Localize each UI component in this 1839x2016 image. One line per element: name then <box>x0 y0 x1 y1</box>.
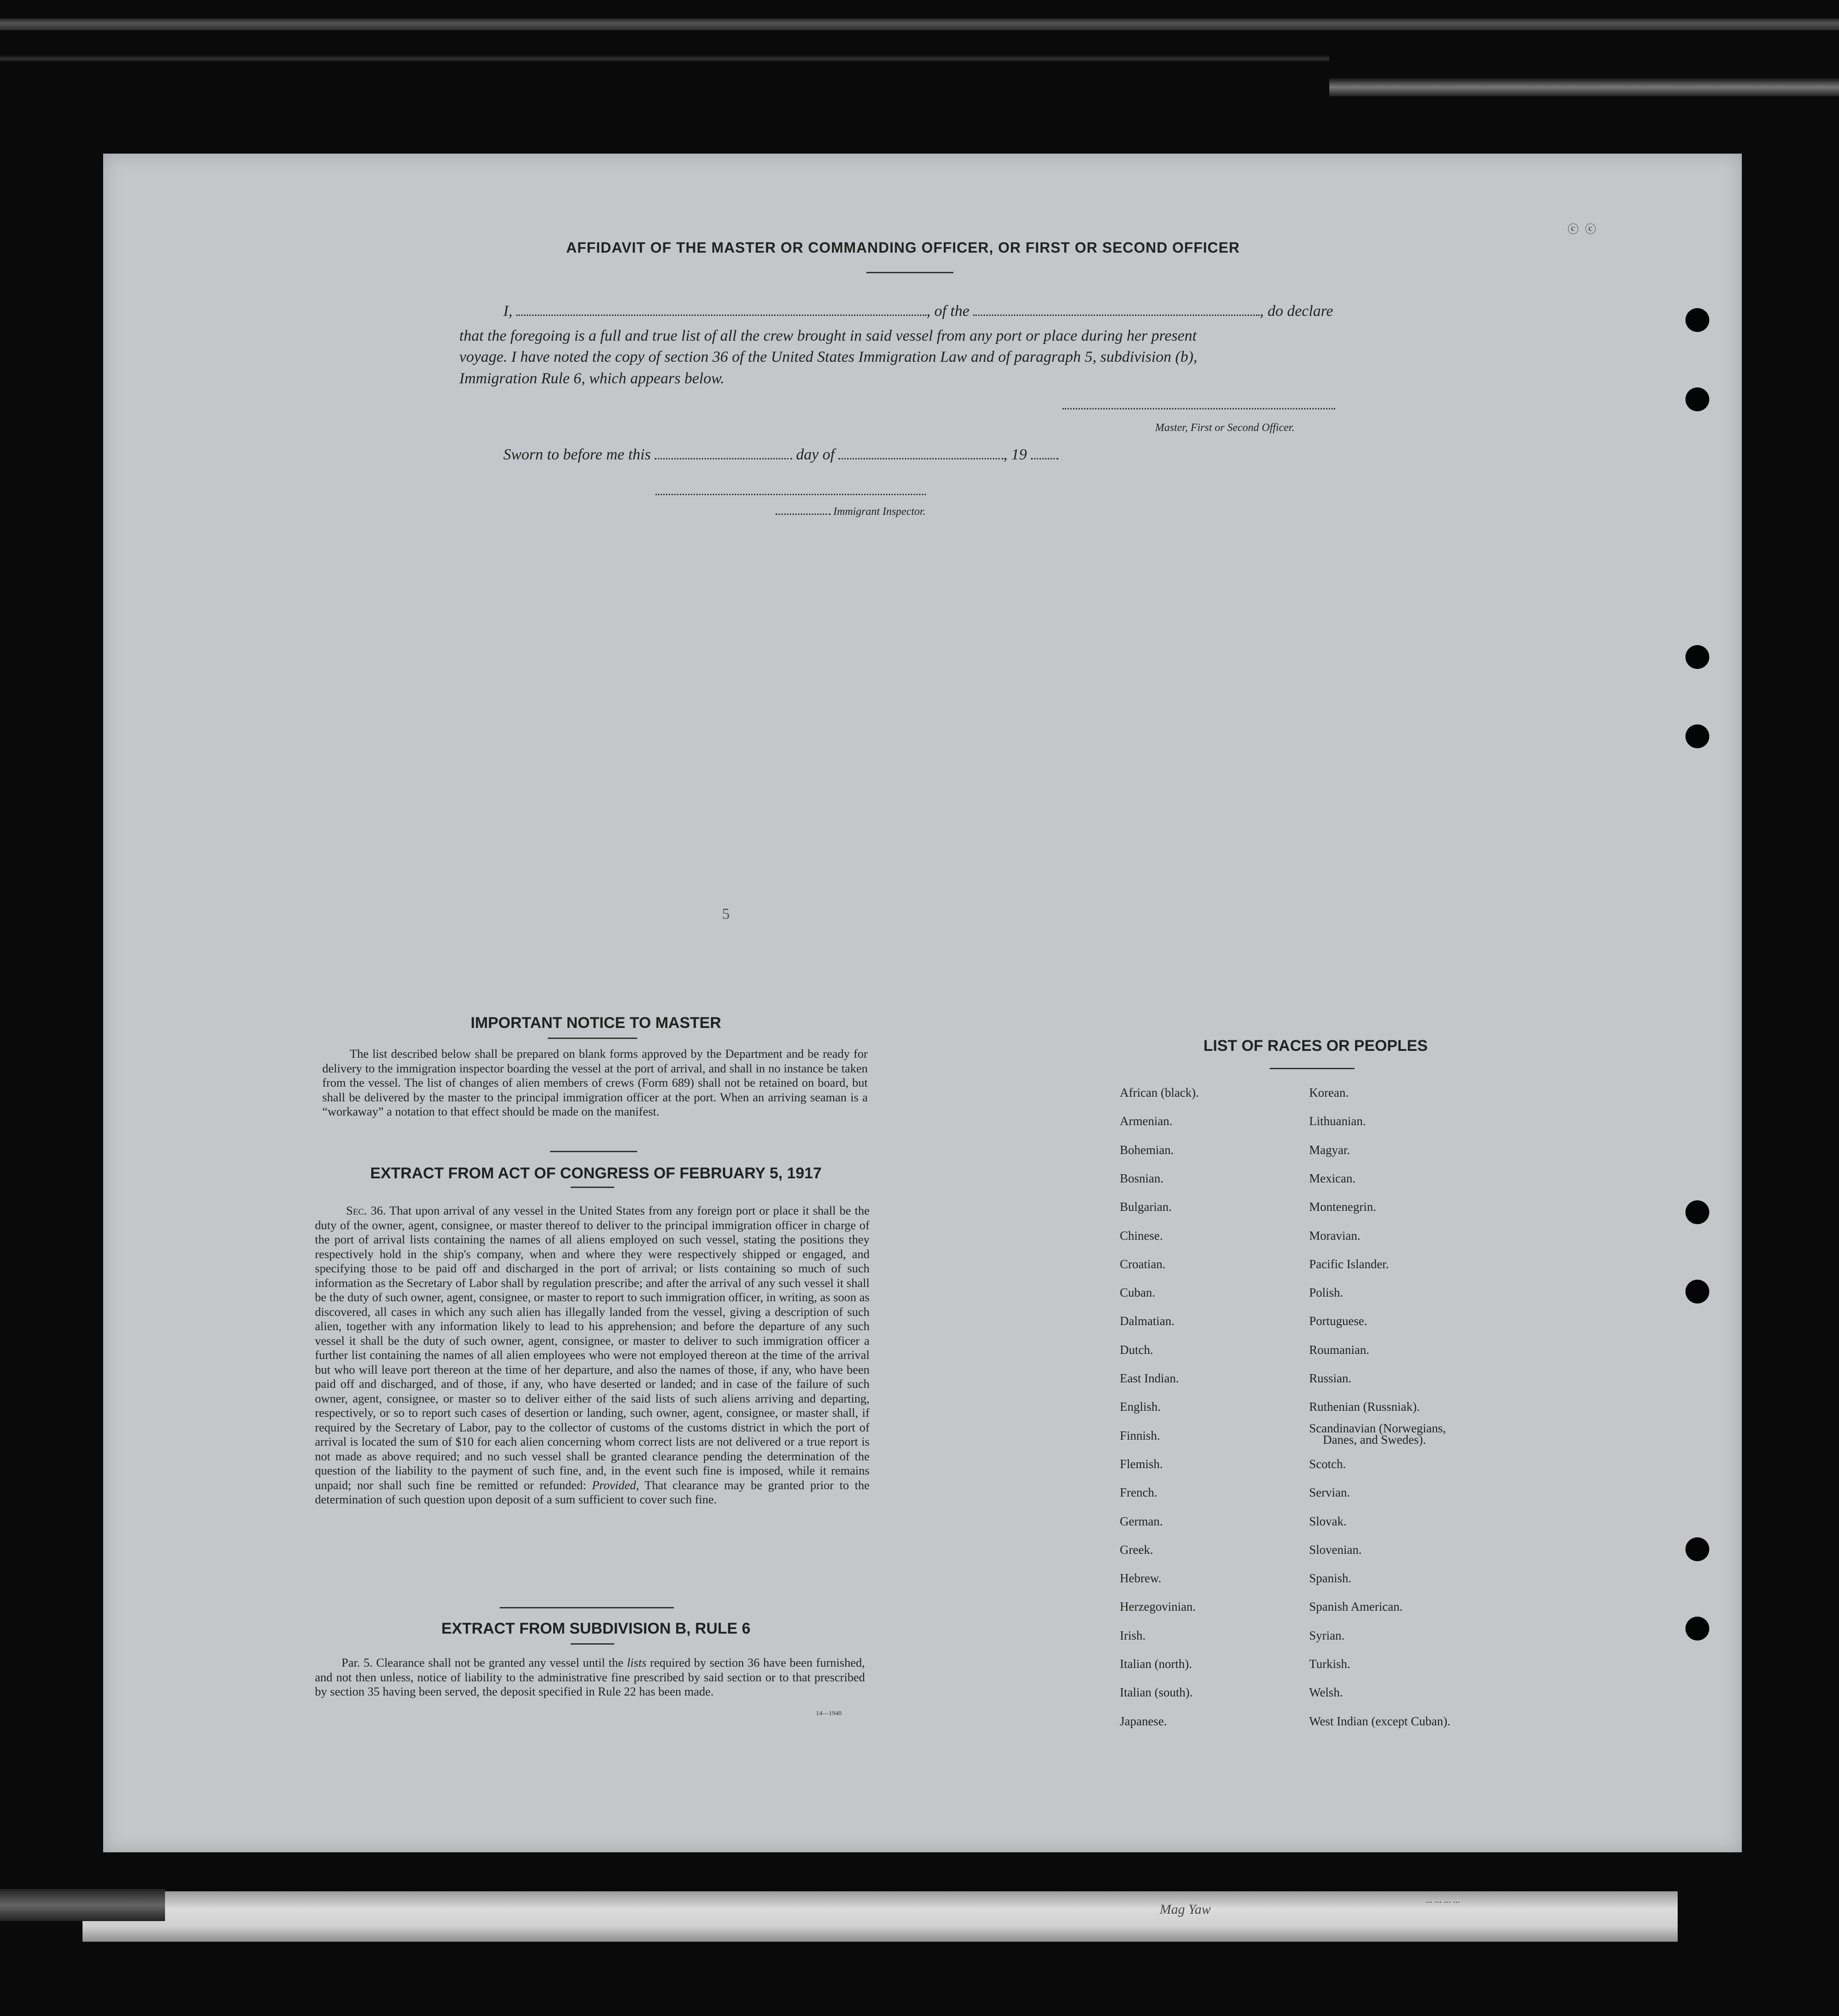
punch-hole <box>1685 1200 1709 1224</box>
race-item: Finnish. <box>1120 1428 1160 1442</box>
notice-section-rule <box>550 1151 637 1152</box>
punch-hole <box>1685 724 1709 748</box>
notice-title: IMPORTANT NOTICE TO MASTER <box>470 1014 721 1032</box>
races-title: LIST OF RACES OR PEOPLES <box>1203 1037 1428 1055</box>
race-item: African (black). <box>1120 1086 1199 1099</box>
master-signature-field[interactable] <box>1063 407 1335 409</box>
race-item: Herzegovinian. <box>1120 1600 1196 1614</box>
bottom-small-text: ... ... ... ... <box>1426 1895 1460 1905</box>
stray-mark: 5 <box>722 906 730 922</box>
race-item: Cuban. <box>1120 1286 1156 1300</box>
act-provided: Provided, <box>592 1478 639 1492</box>
race-item: Polish. <box>1309 1286 1343 1300</box>
race-item: Scotch. <box>1309 1457 1346 1471</box>
race-item: East Indian. <box>1120 1371 1179 1385</box>
race-item: Spanish. <box>1309 1571 1352 1585</box>
race-item: Italian (south). <box>1120 1685 1193 1700</box>
race-item: Scandinavian (Norwegians, Danes, and Swedes). <box>1309 1421 1446 1447</box>
form-number: 14—1940 <box>816 1710 842 1717</box>
race-item: Japanese. <box>1120 1714 1167 1728</box>
race-item: French. <box>1120 1486 1157 1500</box>
race-item: Moravian. <box>1309 1228 1360 1243</box>
affidavit-line-2: that the foregoing is a full and true list of all the crew brought in said vessel from any port or place during her present <box>459 327 1197 344</box>
rule6-text-a: Par. 5. Clearance shall not be granted any vessel until the <box>341 1656 624 1669</box>
sworn-year-prefix: , 19 <box>1003 446 1027 463</box>
race-item: Slovenian. <box>1309 1542 1362 1557</box>
sworn-month-field[interactable] <box>838 446 1003 459</box>
race-item: West Indian (except Cuban). <box>1309 1714 1451 1728</box>
act-text-end: That clearance may be granted prior to the determination of such question upon deposit of a sum sufficient to cover such fine. <box>315 1478 870 1506</box>
rule6-title-rule <box>571 1643 614 1645</box>
notice-title-rule <box>548 1038 637 1039</box>
film-edge-top <box>0 18 1839 30</box>
act-text: That upon arrival of any vessel in the United States from any foreign port or place it shall be the duty of the owner, agent, consignee, or master thereof to deliver to the principal immigration officer in charge of the port of arrival lists containing the names of all aliens employed on such vessel, stating the positions they respectively hold in the ship's company, when and where they were respectively shipped or engaged, and specifying those to be paid off and discharged in the port of arrival; or lists containing so much of such information as the Secretary of Labor shall by regulation prescribe; and after the arrival of any such vessel it shall be the duty of such owner, agent, consignee, or master to report to such immigration officer, in writing, as soon as discovered, all cases in which any such alien has illegally landed from the vessel, giving a description of such alien, together with any information likely to lead to his apprehension; and before the departure of any such vessel it shall be the duty of such owner, agent, consignee, or master to deliver to such immigration officer a further list containing the names of all alien employees who were not employed thereon at the time of the arrival but who will leave port thereon at the time of her departure, and also the names of those, if any, who have been paid off and discharged, and of those, if any, who have deserted or landed; and in case of the failure of such owner, agent, consignee, or master so to deliver either of the said lists of such aliens arriving and departing, respectively, or so to report such cases of desertion or landing, such owner, agent, consignee, or master shall, if required by the Secretary of Labor, pay to the collector of customs of the customs district in which the port of arrival is located the sum of $10 for each alien concerning whom correct lists are not delivered or a true report is not made as above required; and no such vessel shall be granted clearance pending the determination of the question of the liability to the payment of such fine, and, in the event such fine is imposed, while it remains unpaid; nor shall such fine be remitted or refunded: <box>315 1204 870 1492</box>
film-edge-top-thin <box>0 55 1329 62</box>
film-edge-top-right <box>1329 78 1839 96</box>
affidavit-of-the: , of the <box>926 303 969 320</box>
race-item: Bosnian. <box>1120 1171 1164 1185</box>
punch-hole <box>1685 1280 1709 1303</box>
affidavit-title: AFFIDAVIT OF THE MASTER OR COMMANDING OFFICER, OR FIRST OR SECOND OFFICER <box>566 239 1240 256</box>
race-item: Bulgarian. <box>1120 1200 1172 1214</box>
race-item: Magyar. <box>1309 1143 1350 1157</box>
race-item: Greek. <box>1120 1542 1153 1557</box>
notice-text: The list described below shall be prepared on blank forms approved by the Department and be ready for delivery to the immigration inspector boarding the vessel at the port of arrival, and shall in no instance be taken from the vessel. The list of changes of alien members of crews (Form 689) shall not be retained on board, but shall be delivered by the master to the principal immigration officer at the port. When an arriving seaman is a “workaway” a notation to that effect should be made on the manifest. <box>322 1047 868 1118</box>
act-title: EXTRACT FROM ACT OF CONGRESS OF FEBRUARY 5, 1917 <box>370 1165 822 1182</box>
affidavit-line-1 <box>503 303 1365 320</box>
punch-hole <box>1685 1537 1709 1561</box>
affidavit-line-3: voyage. I have noted the copy of section 36 of the United States Immigration Law and of paragraph 5, subdivision (b), <box>459 348 1198 365</box>
race-item: Turkish. <box>1309 1657 1350 1671</box>
inspector-label-text: Immigrant Inspector. <box>833 506 926 518</box>
notice-paragraph <box>322 1047 868 1119</box>
race-item: Mexican. <box>1309 1171 1356 1185</box>
affidavit-i: I, <box>503 303 512 320</box>
punch-hole <box>1685 645 1709 669</box>
act-section-rule <box>500 1607 674 1608</box>
race-item: Russian. <box>1309 1371 1352 1385</box>
rule6-lists: lists <box>627 1656 647 1669</box>
film-edge-bottom-left <box>0 1889 165 1921</box>
rule6-paragraph <box>315 1656 865 1699</box>
act-title-rule <box>571 1187 614 1188</box>
act-section-label: Sec. 36. <box>346 1204 386 1217</box>
race-item: Hebrew. <box>1120 1571 1162 1585</box>
race-item: Spanish American. <box>1309 1600 1403 1614</box>
race-item: Montenegrin. <box>1309 1200 1376 1214</box>
punch-hole <box>1685 308 1709 332</box>
race-item: Korean. <box>1309 1086 1349 1099</box>
race-item: Italian (north). <box>1120 1657 1192 1671</box>
sworn-text: Sworn to before me this <box>503 446 651 463</box>
affidavit-title-rule <box>866 272 953 273</box>
rule6-text-b: required by section 36 have been furnished, and not then unless, notice of liability to the administrative fine prescribed by said section or to that prescribed by section 35 having been served, the deposit specified in Rule 22 has been made. <box>315 1656 865 1698</box>
race-item: Armenian. <box>1120 1114 1173 1128</box>
master-signature-label: Master, First or Second Officer. <box>1155 422 1294 434</box>
race-item: Portuguese. <box>1309 1314 1367 1328</box>
sworn-day-field[interactable] <box>655 446 792 459</box>
punch-hole <box>1685 1617 1709 1640</box>
race-item: Flemish. <box>1120 1457 1163 1471</box>
race-item: Croatian. <box>1120 1257 1166 1271</box>
race-item: Roumanian. <box>1309 1342 1370 1357</box>
inspector-signature-label <box>776 505 925 518</box>
race-item: Welsh. <box>1309 1685 1343 1700</box>
document-page <box>103 154 1742 1852</box>
race-item: Bohemian. <box>1120 1143 1174 1157</box>
bottom-scrawl: Mag Yaw <box>1160 1902 1211 1917</box>
corner-mark: ⓒ ⓒ <box>1568 224 1598 236</box>
affidavit-line-4: Immigration Rule 6, which appears below. <box>459 370 725 387</box>
race-item: German. <box>1120 1514 1163 1528</box>
race-item: Chinese. <box>1120 1228 1163 1243</box>
punch-hole <box>1685 387 1709 411</box>
act-paragraph <box>315 1204 870 1507</box>
vessel-field[interactable] <box>973 303 1260 316</box>
inspector-signature-field[interactable] <box>655 493 926 495</box>
race-item: Servian. <box>1309 1486 1350 1500</box>
rule6-title: EXTRACT FROM SUBDIVISION B, RULE 6 <box>441 1620 751 1637</box>
race-item: Pacific Islander. <box>1309 1257 1389 1271</box>
sworn-day-of: day of <box>796 446 835 463</box>
race-item: Lithuanian. <box>1309 1114 1366 1128</box>
race-item: English. <box>1120 1400 1161 1414</box>
affidavit-declare: , do declare <box>1260 303 1333 320</box>
race-item: Slovak. <box>1309 1514 1347 1528</box>
race-item: Irish. <box>1120 1628 1146 1642</box>
race-item: Dalmatian. <box>1120 1314 1175 1328</box>
race-item: Dutch. <box>1120 1342 1153 1357</box>
race-item: Ruthenian (Russniak). <box>1309 1400 1420 1414</box>
sworn-year-field[interactable] <box>1031 446 1058 459</box>
races-title-rule <box>1270 1068 1354 1069</box>
race-item: Syrian. <box>1309 1628 1345 1642</box>
name-field[interactable] <box>516 303 926 316</box>
sworn-line <box>503 446 1058 464</box>
